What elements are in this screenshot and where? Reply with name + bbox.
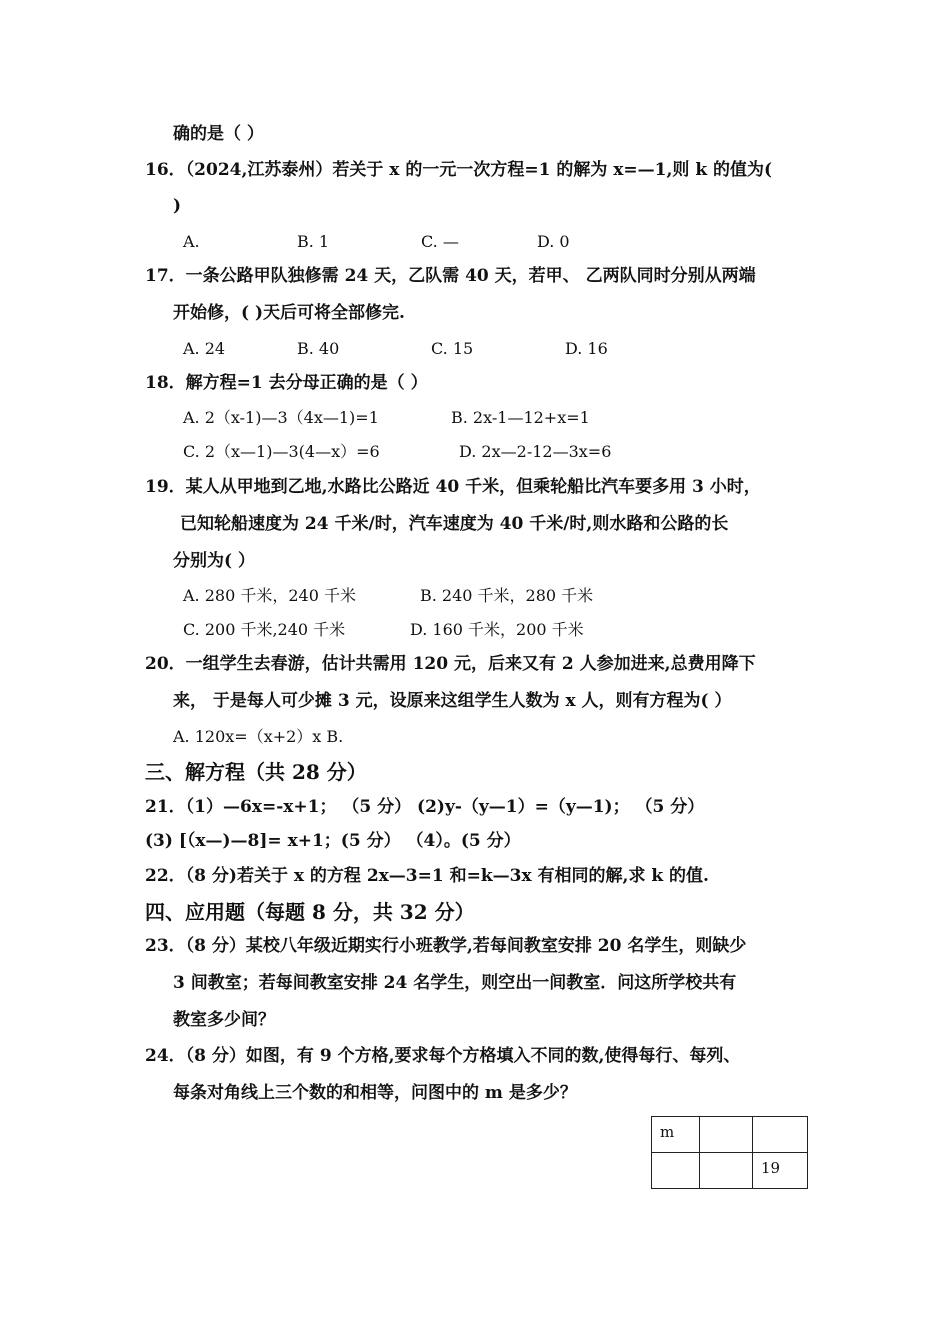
text-line: B. 40 bbox=[297, 339, 340, 358]
text-line: D. 2x—2-12—3x=6 bbox=[459, 442, 612, 461]
text-line: C. 15 bbox=[431, 339, 474, 358]
text-line: A. bbox=[183, 232, 200, 251]
text-line: 已知轮船速度为 24 千米/时，汽车速度为 40 千米/时,则水路和公路的长 bbox=[180, 514, 729, 534]
text-line: C. 2（x—1)—3(4—x）=6 bbox=[183, 442, 380, 461]
text-line: 24．（8 分）如图，有 9 个方格,要求每个方格填入不同的数,使得每行、每列、 bbox=[145, 1046, 741, 1066]
grid-cell bbox=[700, 1153, 753, 1189]
text-line: 分别为( ） bbox=[173, 551, 255, 571]
text-line: 3 间教室；若每间教室安排 24 名学生，则空出一间教室．问这所学校共有 bbox=[173, 973, 737, 993]
text-line: ) bbox=[173, 196, 182, 216]
text-line: A. 24 bbox=[183, 339, 226, 358]
grid-cell bbox=[652, 1153, 700, 1189]
grid-cell bbox=[753, 1117, 808, 1153]
text-line: B. 1 bbox=[297, 232, 330, 251]
grid-row bbox=[652, 1153, 808, 1189]
text-line: 16．（2024,江苏泰州）若关于 x 的一元一次方程=1 的解为 x=—1,则 k 的值为( bbox=[145, 160, 773, 180]
text-line: C. 200 千米,240 千米 bbox=[183, 620, 346, 639]
text-line: A. 2（x-1)—3（4x—1)=1 bbox=[183, 408, 379, 427]
text-line: 来， 于是每人可少摊 3 元，设原来这组学生人数为 x 人，则有方程为( ） bbox=[173, 691, 732, 711]
grid-cell-text bbox=[753, 1117, 807, 1123]
text-line: 17．一条公路甲队独修需 24 天，乙队需 40 天，若甲、 乙两队同时分别从两端 bbox=[145, 266, 756, 286]
text-line: A. 280 千米，240 千米 bbox=[183, 586, 356, 605]
text-line: B. 240 千米，280 千米 bbox=[420, 586, 594, 605]
grid-cell bbox=[753, 1153, 808, 1189]
text-line: 23．（8 分）某校八年级近期实行小班教学,若每间教室安排 20 名学生，则缺少 bbox=[145, 936, 747, 956]
text-line: 18．解方程=1 去分母正确的是（ ） bbox=[145, 373, 428, 393]
text-line: 三、解方程（共 28 分） bbox=[145, 760, 367, 784]
text-line: 四、应用题（每题 8 分，共 32 分） bbox=[145, 900, 475, 924]
grid-cell-text bbox=[700, 1117, 752, 1123]
magic-square-grid bbox=[651, 1116, 808, 1189]
text-line: A. 120x=（x+2）x B. bbox=[173, 727, 344, 746]
text-line: 确的是（ ） bbox=[173, 124, 264, 144]
text-line: 每条对角线上三个数的和相等，问图中的 m 是多少？ bbox=[173, 1083, 577, 1103]
text-line: 教室多少间？ bbox=[173, 1010, 275, 1030]
text-line: D. 160 千米，200 千米 bbox=[410, 620, 584, 639]
text-line: (3) [（x—)—8]= x+1；(5 分） （4）。(5 分） bbox=[145, 831, 521, 851]
grid-cell-text: m bbox=[660, 1123, 675, 1141]
text-line: C. — bbox=[421, 232, 459, 251]
text-line: 20．一组学生去春游，估计共需用 120 元，后来又有 2 人参加进来,总费用降下 bbox=[145, 654, 756, 674]
text-line: B. 2x-1—12+x=1 bbox=[451, 408, 590, 427]
text-line: 开始修，( )天后可将全部修完. bbox=[173, 303, 405, 323]
text-line: 21．（1）—6x=-x+1； （5 分） (2)y-（y—1）=（y—1)； （5 分） bbox=[145, 797, 705, 817]
grid-cell bbox=[652, 1117, 700, 1153]
text-line: 19．某人从甲地到乙地,水路比公路近 40 千米，但乘轮船比汽车要多用 3 小时， bbox=[145, 477, 761, 497]
grid-cell-text: 19 bbox=[761, 1159, 781, 1177]
text-line: 22．（8 分)若关于 x 的方程 2x—3=1 和=k—3x 有相同的解,求 k 的值. bbox=[145, 866, 709, 886]
grid-cell-text bbox=[652, 1153, 699, 1159]
grid-cell-text bbox=[700, 1153, 752, 1159]
text-line: D. 16 bbox=[565, 339, 608, 358]
grid-cell bbox=[700, 1117, 753, 1153]
grid-row bbox=[652, 1117, 808, 1153]
text-line: D. 0 bbox=[537, 232, 570, 251]
